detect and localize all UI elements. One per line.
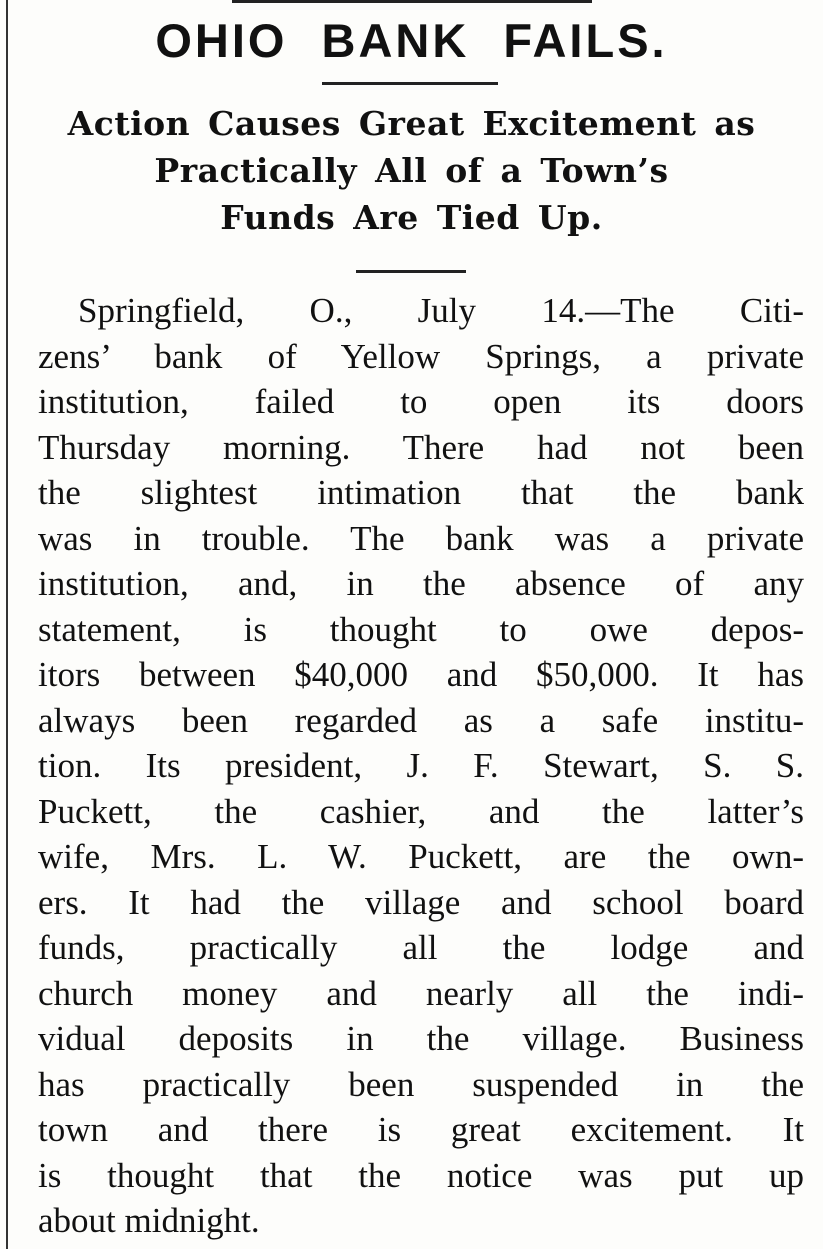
body-line: is thought that the notice was put up	[38, 1155, 804, 1195]
headline: OHIO BANK FAILS.	[155, 14, 668, 67]
body-line: the slightest intimation that the bank	[38, 473, 804, 512]
body-line: about midnight.	[38, 1201, 260, 1240]
body-line: tion. Its president, J. F. Stewart, S. S.	[38, 746, 804, 785]
subhead-divider	[356, 270, 466, 273]
article-body	[38, 288, 804, 1244]
body-line: church money and nearly all the indi-	[38, 973, 804, 1013]
body-line: ers. It had the village and school board	[38, 882, 804, 922]
body-line: town and there is great excitement. It	[38, 1110, 804, 1149]
body-line: was in trouble. The bank was a private	[38, 518, 804, 558]
body-line: itors between $40,000 and $50,000. It has	[38, 655, 804, 694]
column-rule	[6, 0, 8, 1249]
top-divider	[232, 0, 592, 3]
body-line: institution, failed to open its doors	[38, 382, 804, 421]
body-line: vidual deposits in the village. Business	[38, 1019, 804, 1058]
body-line: institution, and, in the absence of any	[38, 564, 804, 603]
body-line: Thursday morning. There had not been	[38, 427, 804, 467]
body-line: has practically been suspended in the	[38, 1064, 804, 1104]
subhead-line: Action Causes Great Excitement as	[67, 104, 756, 143]
subheadline	[14, 100, 809, 241]
headline-divider	[322, 82, 498, 85]
body-line: wife, Mrs. L. W. Puckett, are the own-	[38, 837, 804, 876]
body-line: zens’ bank of Yellow Springs, a private	[38, 336, 804, 376]
subhead-line: Funds Are Tied Up.	[220, 198, 603, 237]
body-line: Springfield, O., July 14.—The Citi-	[78, 291, 804, 330]
body-line: statement, is thought to owe depos-	[38, 609, 804, 649]
body-line: funds, practically all the lodge and	[38, 928, 804, 967]
subhead-line: Practically All of a Town’s	[154, 151, 669, 190]
body-line: Puckett, the cashier, and the latter’s	[38, 791, 804, 831]
body-line: always been regarded as a safe institu-	[38, 700, 804, 740]
